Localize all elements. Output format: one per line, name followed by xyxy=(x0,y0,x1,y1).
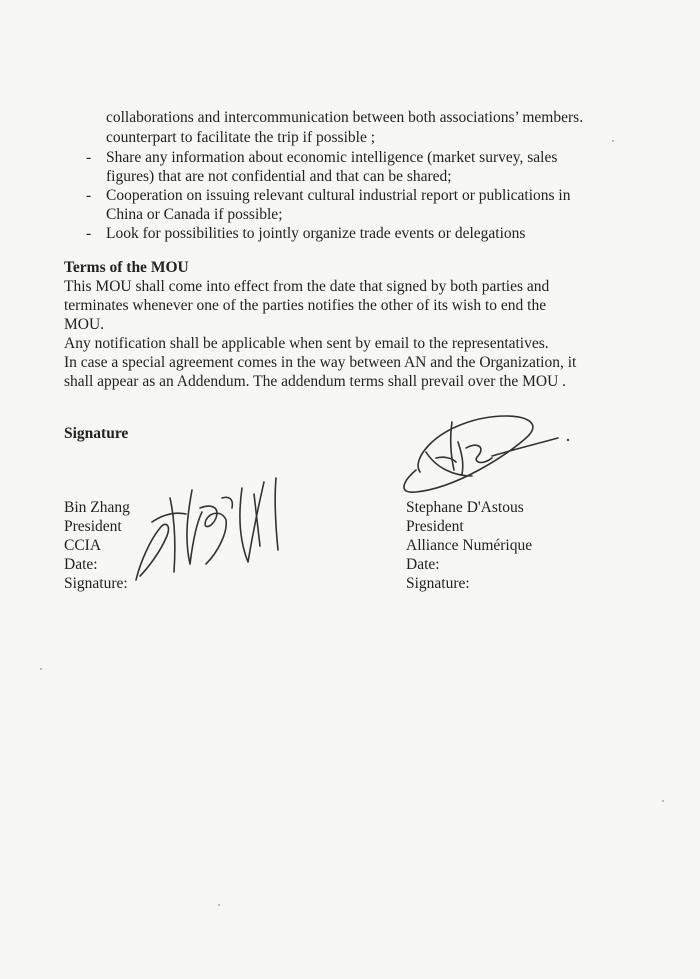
signatory-title: President xyxy=(406,518,464,535)
intro-line-1: collaborations and intercommunication between both associations’ members. xyxy=(106,109,584,126)
terms-paragraph-line: Any notification shall be applicable when sent by email to the representatives. xyxy=(64,335,549,352)
handwritten-signature-left xyxy=(130,468,290,588)
date-label: Date: xyxy=(406,556,440,573)
handwritten-signature-right xyxy=(396,412,576,496)
scan-speck xyxy=(662,800,664,802)
date-label: Date: xyxy=(64,556,98,573)
terms-heading: Terms of the MOU xyxy=(64,259,189,276)
terms-paragraph-line: This MOU shall come into effect from the date that signed by both parties and xyxy=(64,278,550,295)
signature-heading: Signature xyxy=(64,425,129,442)
terms-paragraph-line: terminates whenever one of the parties notifies the other of its wish to end the xyxy=(64,297,547,314)
terms-paragraph-line: shall appear as an Addendum. The addendum terms shall prevail over the MOU . xyxy=(64,373,567,390)
bullet-text-line: Look for possibilities to jointly organize trade events or delegations xyxy=(106,225,526,242)
signatory-name: Stephane D'Astous xyxy=(406,499,524,516)
signature-label: Signature: xyxy=(406,575,470,592)
bullet-text-line: China or Canada if possible; xyxy=(106,206,283,223)
intro-line-2: counterpart to facilitate the trip if possible ; xyxy=(106,129,376,146)
bullet-text-line: Share any information about economic intelligence (market survey, sales xyxy=(106,149,558,166)
bullet-text-line: figures) that are not confidential and that can be shared; xyxy=(106,168,452,185)
signatory-title: President xyxy=(64,518,122,535)
signatory-name: Bin Zhang xyxy=(64,499,130,516)
signatory-organization: Alliance Numérique xyxy=(406,537,533,554)
terms-paragraph-line: In case a special agreement comes in the way between AN and the Organization, it xyxy=(64,354,577,371)
signature-label: Signature: xyxy=(64,575,128,592)
scan-speck xyxy=(40,668,42,670)
bullet-marker: - xyxy=(86,149,92,166)
scan-speck xyxy=(612,140,614,142)
bullet-text-line: Cooperation on issuing relevant cultural industrial report or publications in xyxy=(106,187,571,204)
bullet-marker: - xyxy=(86,187,92,204)
signatory-organization: CCIA xyxy=(64,537,102,554)
terms-paragraph-line: MOU. xyxy=(64,316,105,333)
scan-speck xyxy=(218,904,220,906)
bullet-marker: - xyxy=(86,225,92,242)
